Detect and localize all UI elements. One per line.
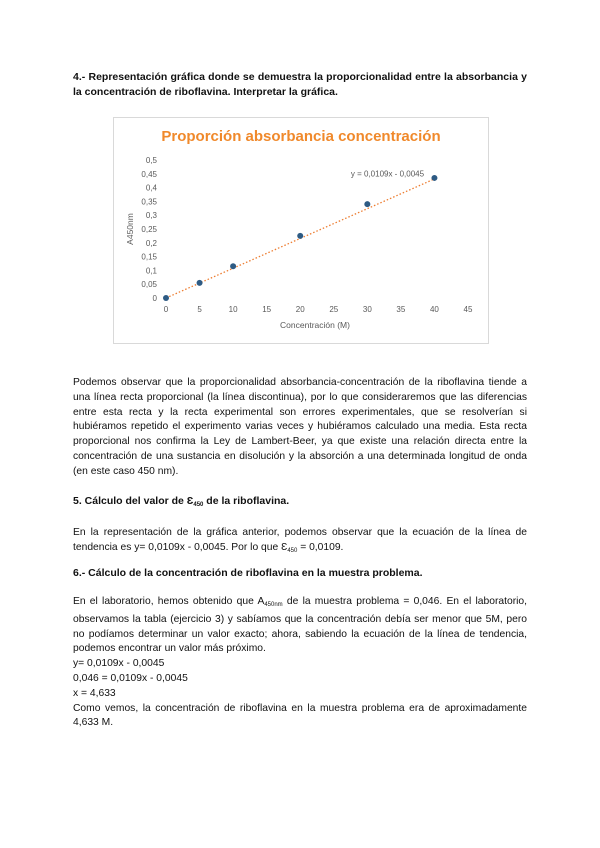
equation-2: 0,046 = 0,0109x - 0,0045: [73, 672, 188, 684]
y-tick-label: 0,25: [141, 225, 157, 234]
data-point: [197, 280, 203, 286]
section-5-text-body: En la representación de la gráfica anterior, podemos observar que la ecuación de la línea de tendencia es y= 0,0109x - 0,0045. Por lo que Ɛ: [73, 527, 527, 553]
conclusion-paragraph: Como vemos, la concentración de riboflavina en la muestra problema era de aproximadamente 4,633 M.: [73, 702, 527, 729]
y-tick-label: 0,5: [145, 156, 157, 165]
y-axis-label: A450nm: [125, 213, 135, 245]
trendline-equation: y = 0,0109x - 0,0045: [350, 169, 425, 179]
x-tick-label: 30: [362, 305, 372, 314]
section-4: [73, 70, 527, 100]
x-tick-label: 25: [329, 305, 339, 314]
data-point: [230, 263, 236, 269]
section-6: [73, 566, 527, 731]
section-5-heading-subscript: 450: [193, 502, 204, 508]
y-tick-label: 0,15: [141, 252, 157, 262]
x-tick-label: 35: [396, 305, 406, 314]
y-tick-label: 0: [152, 294, 157, 303]
section-5-text: [73, 526, 527, 559]
section-6-text-body: En el laboratorio, hemos obtenido que A: [73, 596, 265, 607]
y-tick-label: 0,3: [145, 211, 157, 221]
y-tick-label: 0,1: [145, 266, 157, 276]
section-5-heading-text: 5. Cálculo del valor de Ɛ: [73, 495, 194, 507]
equation-1: y= 0,0109x - 0,0045: [73, 658, 165, 670]
section-6-heading: 6.- Cálculo de la concentración de riboflavina en la muestra problema.: [73, 567, 423, 579]
x-tick-label: 15: [262, 305, 272, 314]
x-tick-label: 45: [463, 305, 473, 314]
x-tick-label: 20: [295, 305, 305, 314]
y-tick-label: 0,05: [141, 280, 157, 290]
y-tick-label: 0,45: [141, 169, 157, 179]
data-point: [364, 201, 370, 207]
interpretation-paragraph: Podemos observar que la proporcionalidad absorbancia-concentración de la riboflavina tiende a una línea recta proporcional (la línea discontinua), por lo que consideraremos que las diferencias entre esta recta y la recta experimental son errores experimentales, que se resolverían si hubiéramos repetido el experimento varias veces y hubiéramos calculado una media. Esta recta proporcional nos confirma la Ley de Lambert-Beer, ya que existe una relación directa entre la concentración de una sustancia en disolución y la absorción a una determinada longitud de onda (en este caso 450 nm).: [73, 377, 527, 477]
section-5-heading-end: de la riboflavina.: [203, 495, 290, 507]
x-tick-label: 40: [429, 305, 439, 314]
y-tick-label: 0,2: [145, 238, 157, 248]
section-6-text-end: de la muestra problema = 0,046. En el laboratorio, observamos la tabla (ejercicio 3) y sabíamos que la concentración debía ser menor que 5M, pero no podíamos determinar un valor exacto; ahora, sabiendo la ecuación de la línea de tendencia, podemos encontrar un valor más próximo.: [73, 596, 527, 655]
y-tick-label: 0,35: [141, 197, 157, 207]
section-5-text-subscript: 450: [287, 547, 298, 554]
data-point: [297, 233, 303, 239]
y-tick-label: 0,4: [145, 183, 157, 193]
equation-3: x = 4,633: [73, 687, 116, 699]
x-tick-label: 5: [197, 305, 202, 314]
section-5-heading: [73, 494, 527, 513]
data-point: [163, 295, 169, 301]
section-6-text-subscript: 450nm: [264, 602, 283, 608]
data-point: [431, 175, 437, 181]
chart-title: Proporción absorbancia concentración: [161, 128, 441, 145]
interpretation-block: [73, 376, 527, 480]
section-4-heading: 4.- Representación gráfica donde se demuestra la proporcionalidad entre la absorbancia y la concentración de riboflavina. Interpretar la gráfica.: [73, 71, 527, 98]
x-tick-label: 10: [228, 305, 238, 314]
chart-container: [113, 117, 489, 344]
section-5: [73, 494, 527, 559]
section-6-text: [73, 595, 527, 657]
absorbance-chart: [114, 118, 488, 343]
section-5-text-end: = 0,0109.: [297, 541, 344, 553]
x-tick-label: 0: [163, 305, 169, 314]
x-axis-label: Concentración (M): [280, 320, 350, 330]
